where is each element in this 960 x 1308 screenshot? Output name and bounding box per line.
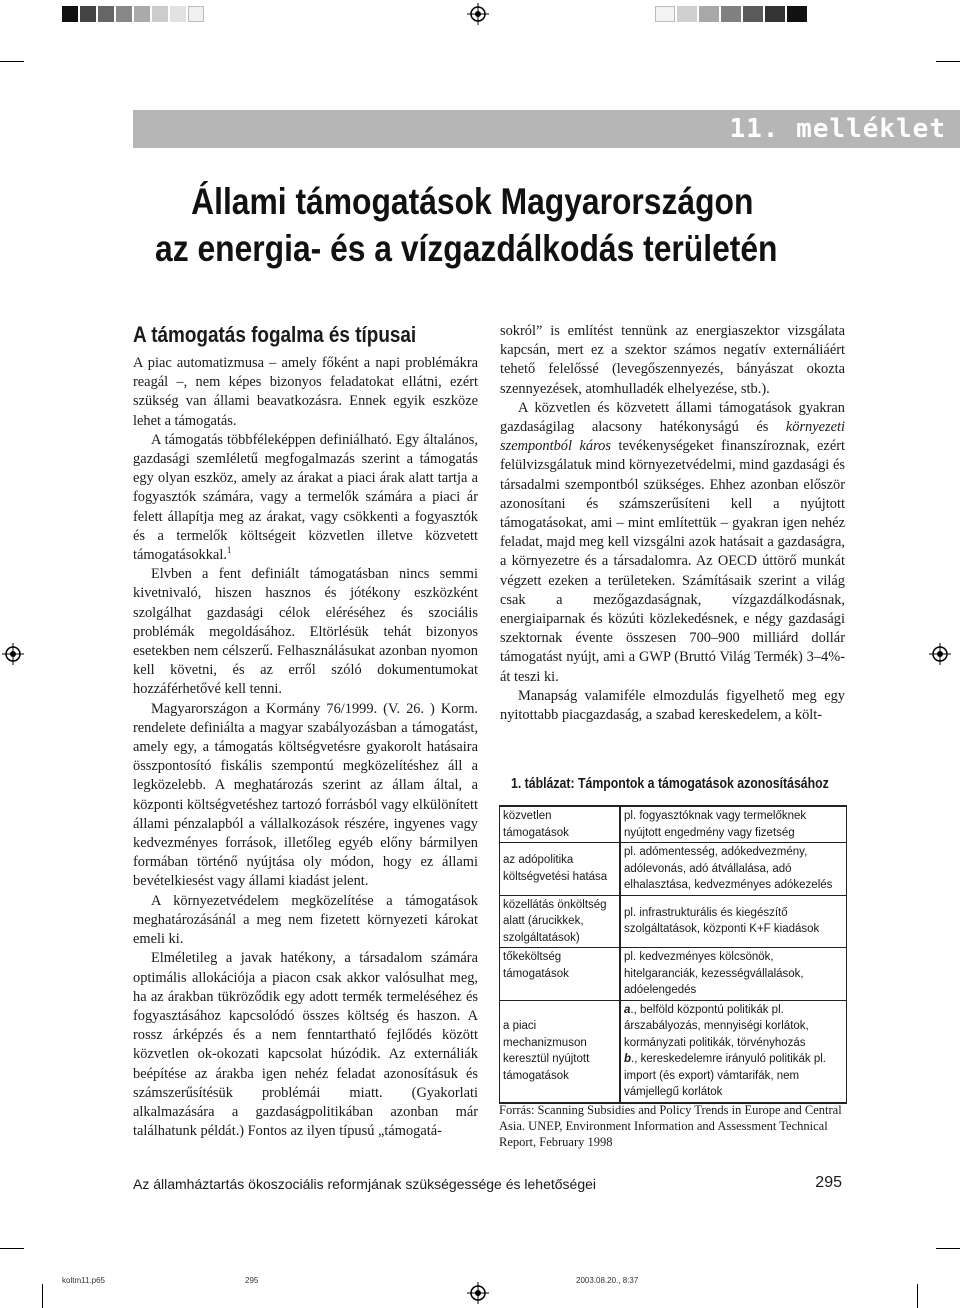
section-heading: A támogatás fogalma és típusai: [133, 322, 417, 347]
table-cell-examples: pl. adómentesség, adókedvezmény, adólevonás, adó átvállalása, adó elhalasztása, kedvezményes adókezelés: [620, 843, 847, 896]
paragraph: A környezetvédelem megközelítése a támogatások meghatározásánál a meg nem fizetett környezeti károkat emeli ki.: [133, 892, 478, 948]
paragraph: Elvben a fent definiált támogatásban nincs semmi kivetnivaló, hiszen hasznos és jótékony eszközként szolgálhat gazdasági célok eléréséhez és szociális problémák megoldásához. Eltörlésük tehát bizonyos esetekben nem célszerű. Felhasználásukat azonban nyomon kell követni, és az erről szóló dokumentumokat hozzáférhetővé kell tenni.: [133, 566, 478, 698]
table-row: [500, 948, 847, 1001]
table-cell-category: tőkeköltség támogatások: [500, 948, 621, 1001]
table-cell-category: az adópolitika költségvetési hatása: [500, 843, 621, 896]
appendix-label: 11. melléklet: [729, 114, 946, 144]
paragraph: Manapság valamiféle elmozdulás figyelhető meg egy nyitottabb piacgazdaság, a szabad kereskedelem, a költ-: [500, 687, 845, 724]
registration-mark-icon: [929, 643, 951, 665]
table-cell-examples: [620, 1000, 847, 1103]
item-label-b: b: [624, 1053, 632, 1065]
paragraph: Elméletileg a javak hatékony, a társadalom számára optimális allokációja a piacon csak akkor valósulhat meg, ha az árakban tükröződik egy adott termék termeléséhez és fogyasztásához kapcsolódó összes költség és haszon. A rossz árképzés és a nem fenntartható fejlődés között közvetlen ok-okozati kapcsolat húzódik. Az externáliák beépítése az árakba igen nehéz feladat azonosításuk és számszerűsítésük problémái miatt. (Gyakorlati alkalmazására a gazdaságpolitikában azonban már találhatunk példát.) Fontos az ilyen típusú „támogatá-: [133, 950, 478, 1140]
paragraph: A piac automatizmusa – amely főként a napi problémákra reagál –, nem képes bizonyos feladatokat ellátni, ezért szükség van állami beavatkozásra. Ennek egyik eszköze lehet a támogatás.: [133, 355, 478, 429]
paragraph: sokról” is említést tennünk az energiaszektor vizsgálata kapcsán, mert ez a szektor számos negatív externáliáért tehető felelőssé (levegőszennyezés, bányászat okozta szennyezések, atomhulladék elhelyezése, stb.).: [500, 323, 845, 397]
appendix-header-band: [133, 110, 960, 148]
table-row: [500, 806, 847, 843]
page-title: [155, 178, 809, 272]
table-row: [500, 843, 847, 896]
left-column: [133, 322, 478, 1141]
subsidy-criteria-table: [499, 805, 847, 1104]
item-text-a: ., belföld központú politikák pl. árszabályozás, mennyiségi korlátok, kormányzati politikák, törvényhozás: [624, 1003, 809, 1049]
table-row: [500, 895, 847, 948]
paragraph-text: tevékenységeket finanszíroznak, ezért felülvizsgálatuk mind környezetvédelmi, mind gazdasági és társadalmi szempontból szükséges. Ehhez azonban először azonosítani és számszerűsíteni kell a nyújtott támogatásokat, ami – mint említettük – gyakran igen nehéz feladat, majd meg kell vizsgálni azok hatásait a gazdaságra, a környezetre és a társadalomra. Az OECD úttörő munkát végzett ezeken a területeken. Számításaik szerint a világ csak a mezőgazdaságnak, vízgazdálkodásnak, energiaiparnak és közúti közlekedésnek, e négy gazdasági szektornak évente összesen 700–900 milliárd dollár támogatást nyújt, ami a GWP (Bruttó Világ Termék) 3–4%-át teszi ki.: [500, 438, 845, 685]
slug-date: 2003.08.20., 8:37: [576, 1276, 639, 1285]
table-source-note: Forrás: Scanning Subsidies and Policy Trends in Europe and Central Asia. UNEP, Environment Information and Assessment Technical Report, February 1998: [499, 1103, 842, 1149]
page-number: 295: [815, 1174, 842, 1191]
table-cell-examples: pl. kedvezményes kölcsönök, hitelgaranciák, kezességvállalások, adóelengedés: [620, 948, 847, 1001]
paragraph: [500, 399, 845, 687]
table-cell-category: közvetlen támogatások: [500, 806, 621, 843]
page-title-line-1: Állami támogatások Magyarországon: [191, 181, 754, 222]
paragraph-text: A támogatás többféleképpen definiálható. Egy általános, gazdasági szemléletű megfogalmazás szerint a támogatás egy olyan eszköz, amely az árakat a piaci árak alatt tartja a fogyasztók számára, vagy a termelők számára a piaci ár felett állapítja meg az árakat, vagy csökkenti a fogyasztók és a termelők költségeit közvetlen illetve közvetett támogatásokkal.: [133, 431, 478, 564]
registration-mark-icon: [467, 1282, 489, 1304]
table-cell-category: a piaci mechanizmuson keresztül nyújtott támogatások: [500, 1000, 621, 1103]
paragraph: [133, 431, 478, 565]
right-column: [500, 322, 845, 725]
slug-filename: koltm11.p65: [62, 1276, 105, 1285]
footnote-ref: 1: [226, 545, 232, 556]
paragraph: Magyarországon a Kormány 76/1999. (V. 26. ) Korm. rendelete definiálta a magyar szabályozásban a támogatást, amely egy, a támogatás költségvetésre gyakorolt hatásaira összpontosító fiskális szempontú megközelítéshez áll a legközelebb. A meghatározás szerint az állam által, a központi költségvetéshez tartozó forrásból vagy elkülönített állami pénzalapból a vállalkozások részére, ingyenes vagy kedvezményes források, illetőleg egyéb előny bármilyen formában történő nyújtása oly módon, hogy ez állami bevételkiesést vagy állami kiadást jelent.: [133, 700, 478, 890]
page-title-line-2: az energia- és a vízgazdálkodás területén: [155, 228, 778, 269]
table-cell-examples: pl. infrastrukturális és kiegészítő szolgáltatások, központi K+F kiadások: [620, 895, 847, 948]
emphasis-text: környezeti szempontból káros: [500, 419, 845, 455]
slug-page: 295: [245, 1276, 259, 1285]
item-label-a: a: [624, 1003, 631, 1016]
item-text-b: ., kereskedelemre irányuló politikák pl. import (és export) vámtarifák, nem vámjellegű korlátok: [624, 1053, 826, 1098]
registration-mark-icon: [467, 3, 489, 25]
registration-mark-icon: [2, 643, 24, 665]
table-cell-category: közellátás önköltség alatt (árucikkek, szolgáltatások): [500, 895, 621, 948]
table-cell-examples: pl. fogyasztóknak vagy termelőknek nyújtott engedmény vagy fizetség: [620, 806, 847, 843]
paragraph-text: A közvetlen és közvetett állami támogatások gyakran gazdaságilag alacsony hatékonyságú és: [500, 399, 845, 436]
table-row: [500, 1000, 847, 1103]
running-footer-title: Az államháztartás ökoszociális reformjának szükségessége és lehetőségei: [133, 1176, 597, 1192]
table-title: 1. táblázat: Támpontok a támogatások azonosításához: [511, 775, 829, 792]
